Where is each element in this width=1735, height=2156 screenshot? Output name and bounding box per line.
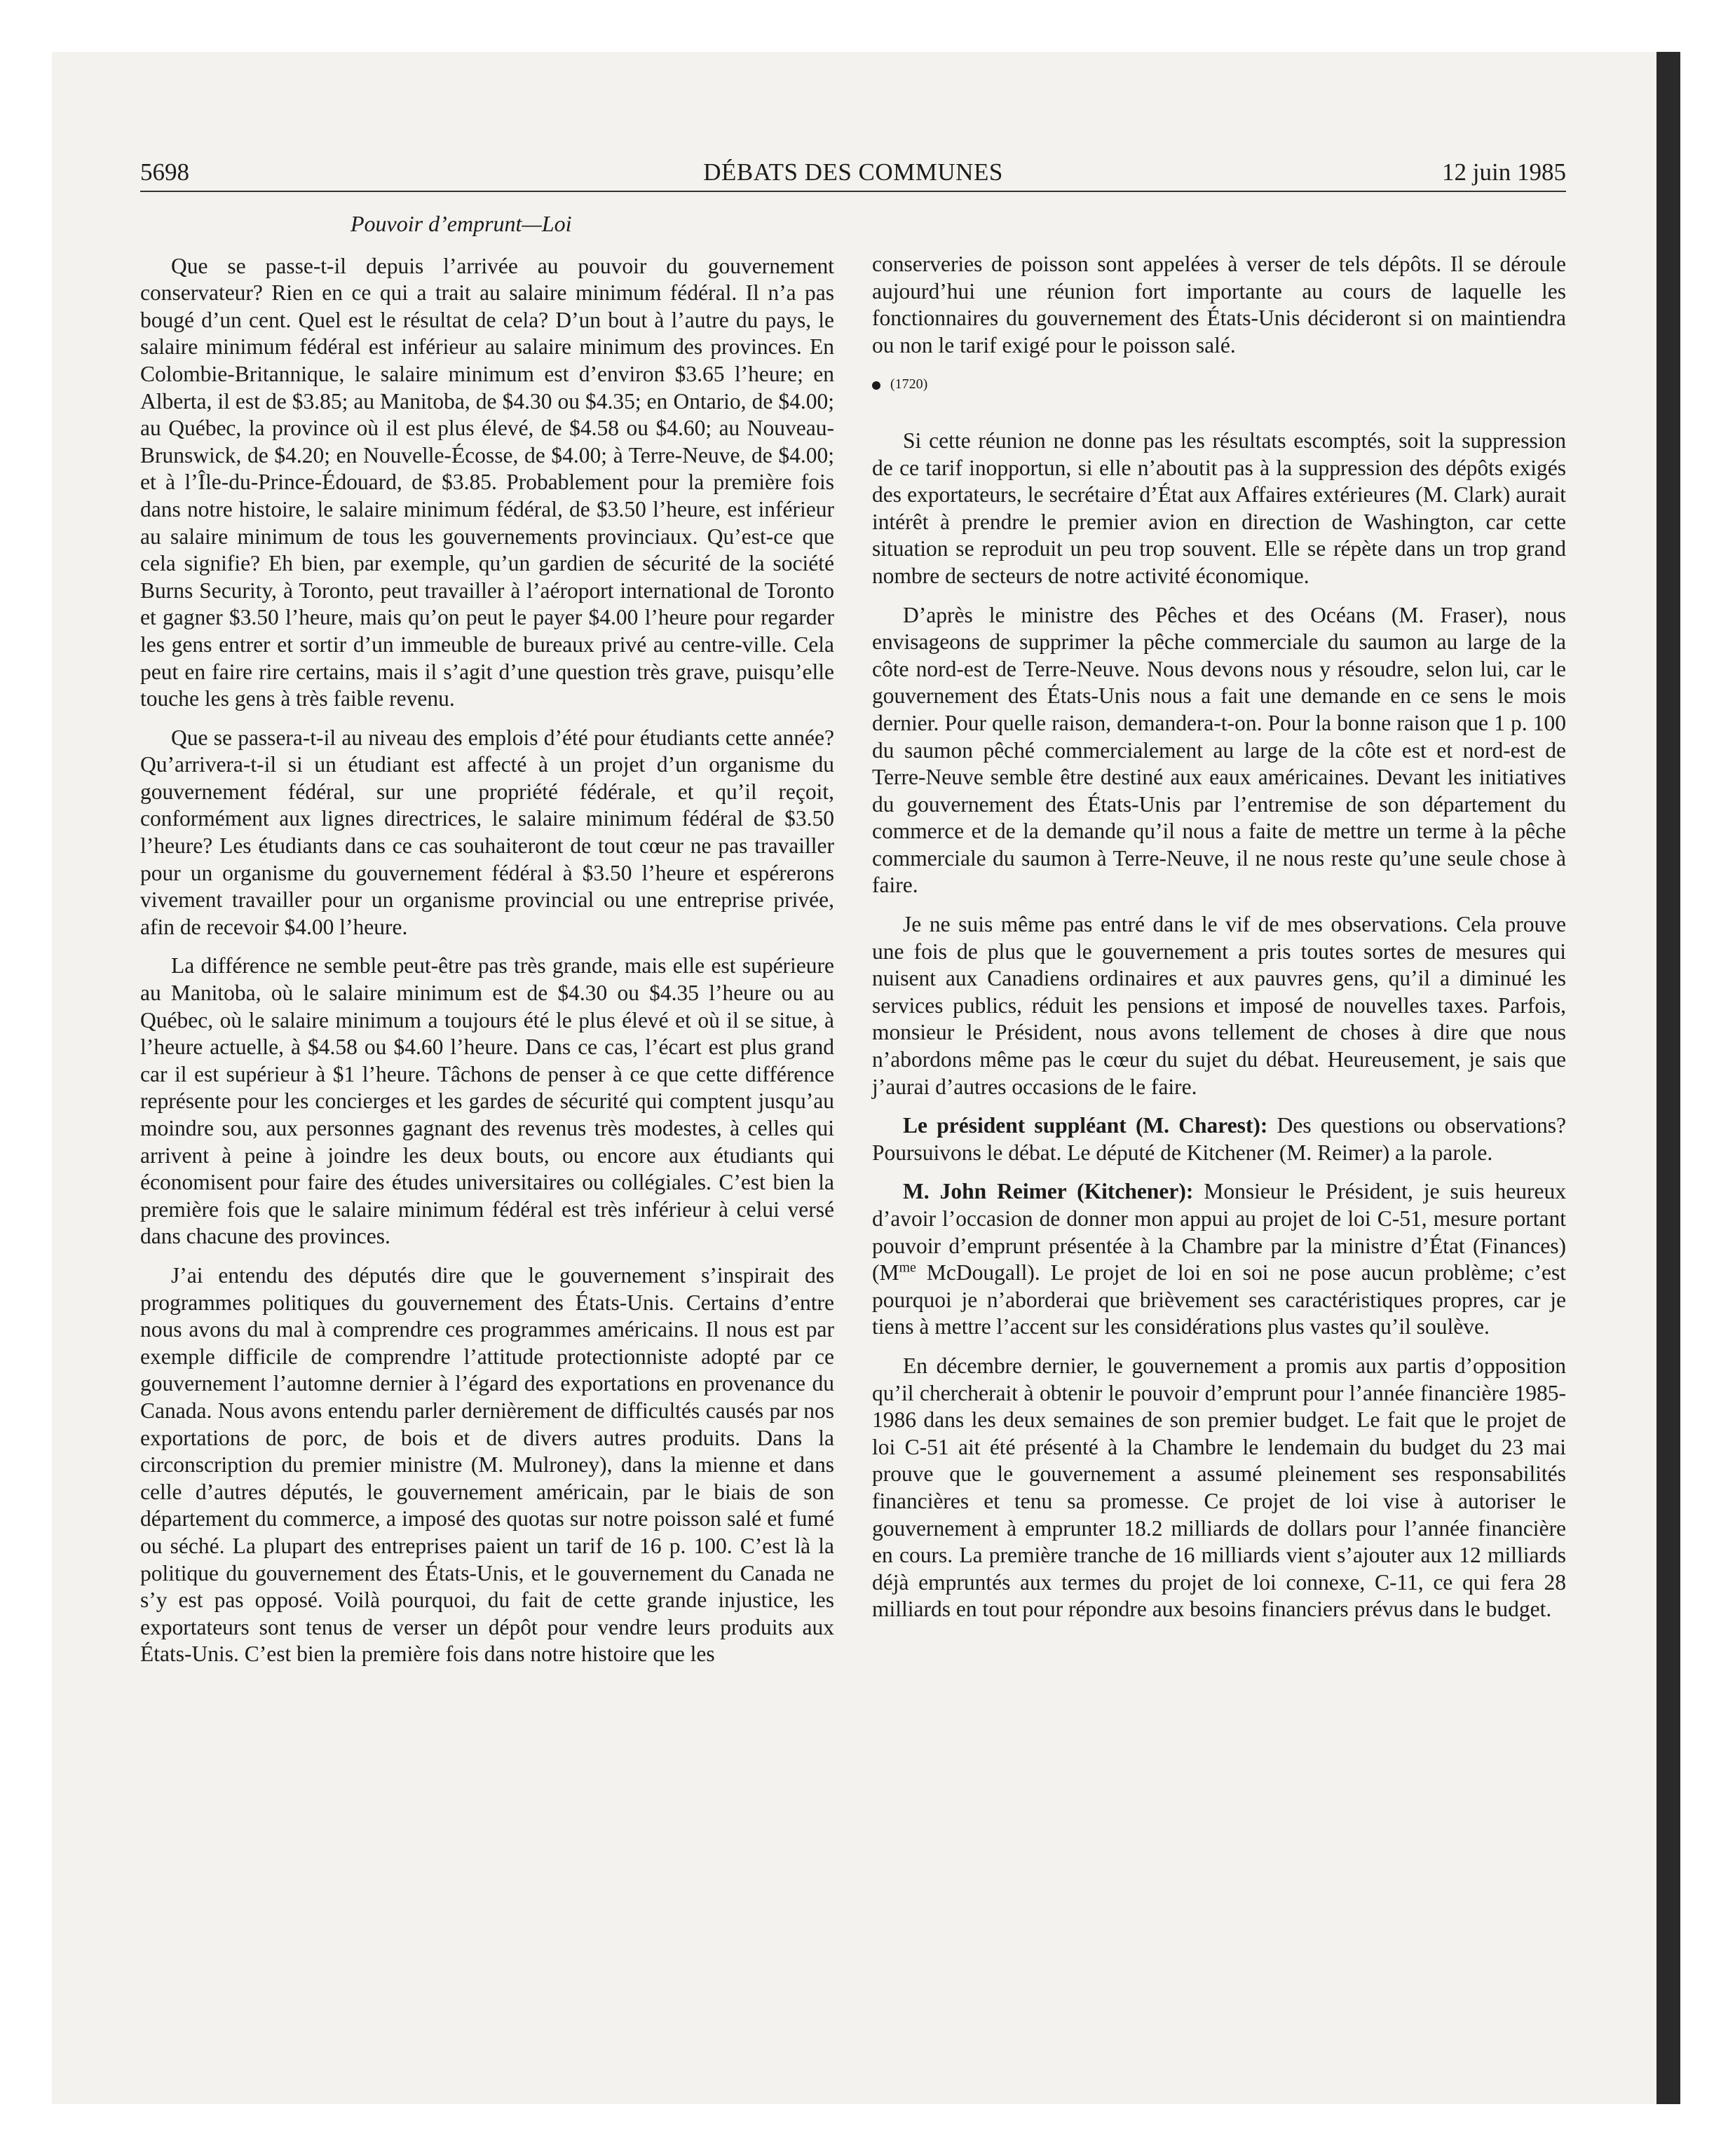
bullet-icon	[872, 381, 880, 390]
time-marker-label: (1720)	[890, 376, 928, 393]
page-date: 12 juin 1985	[1442, 158, 1566, 186]
paragraph: D’après le ministre des Pêches et des Océans (M. Fraser), nous envisageons de supprimer la pêche commerciale du saumon au large de la côte nord-est de Terre-Neuve. Nous devons nous y résoudre, selon lui, car le gouvernement des États-Unis nous a fait une demande en ce sens le mois dernier. Pour quelle raison, demandera-t-on. Pour la bonne raison que 1 p. 100 du saumon pêché commercialement au large de la côte est et nord-est de Terre-Neuve semble être destiné aux eaux américaines. Devant les initiatives du gouvernement des États-Unis par l’entremise de son département du commerce et de la demande qu’il nous a faite de mettre un terme à la pêche commerciale du saumon à Terre-Neuve, il ne nous reste qu’une seule chose à faire.	[872, 602, 1566, 898]
page-header	[140, 156, 1566, 192]
speaker-name: M. John Reimer (Kitchener):	[903, 1179, 1194, 1204]
superscript: me	[899, 1260, 916, 1276]
paragraph	[872, 1178, 1566, 1341]
paragraph: Que se passe-t-il depuis l’arrivée au pouvoir du gouvernement conservateur? Rien en ce qui a trait au salaire minimum fédéral. Il n’a pas bougé d’un cent. Quel est le résultat de cela? D’un bout à l’autre du pays, le salaire minimum fédéral est inférieur au salaire minimum des provinces. En Colombie-Britannique, le salaire minimum est d’environ $3.65 l’heure; en Alberta, il est de $3.85; au Manitoba, de $4.30 ou $4.35; en Ontario, de $4.00; au Québec, la province où il est plus élevé, de $4.58 ou $4.60; au Nouveau-Brunswick, de $4.20; en Nouvelle-Écosse, de $4.00; à Terre-Neuve, de $4.00; et à l’Île-du-Prince-Édouard, de $3.85. Probablement pour la première fois dans notre histoire, le salaire minimum fédéral, de $3.50 l’heure, est inférieur au salaire minimum de tous les gouvernements provinciaux. Qu’est-ce que cela signifie? Eh bien, par exemple, qu’un gardien de sécurité de la société Burns Security, à Toronto, peut travailler à l’aéroport international de Toronto et gagner $3.50 l’heure, mais qu’on peut le payer $4.00 l’heure pour regarder les gens entrer et sortir d’un immeuble de bureaux privé au centre-ville. Cela peut en faire rire certains, mais il s’agit d’une question très grave, puisqu’elle touche les gens à très faible revenu.	[140, 253, 834, 711]
scan-edge	[1656, 52, 1680, 2104]
paragraph: Je ne suis même pas entré dans le vif de mes observations. Cela prouve une fois de plus que le gouvernement a pris toutes sortes de mesures qui nuisent aux Canadiens ordinaires et aux pauvres gens, qu’il a diminué les services publics, réduit les pensions et imposé de nouvelles taxes. Parfois, monsieur le Président, nous avons tellement de choses à dire que nous n’abordons même pas le cœur du sujet du débat. Heureusement, je sais que j’aurai d’autres occasions de le faire.	[872, 912, 1566, 1099]
time-marker	[872, 371, 1566, 398]
paragraph: Si cette réunion ne donne pas les résultats escomptés, soit la suppression de ce tarif inopportun, si elle n’aboutit pas à la suppression des dépôts exigés des exportateurs, le secrétaire d’État aux Affaires extérieures (M. Clark) aurait intérêt à prendre le premier avion en direction de Washington, car cette situation se reproduit un peu trop souvent. Elle se répète dans un trop grand nombre de secteurs de notre activité économique.	[872, 428, 1566, 588]
paragraph: La différence ne semble peut-être pas très grande, mais elle est supérieure au Manitoba, où le salaire minimum est de $4.30 ou $4.35 l’heure ou au Québec, où le salaire minimum a toujours été le plus élevé et où il se situe, à l’heure actuelle, à $4.58 ou $4.60 l’heure. Dans ce cas, l’écart est plus grand car il est supérieur à $1 l’heure. Tâchons de penser à ce que cette différence représente pour les concierges et les gardes de sécurité qui comptent jusqu’au moindre sou, aux personnes gagnant des revenus très modestes, à celles qui arrivent à peine à joindre les deux bouts, ou encore aux étudiants qui économisent pour faire des études universitaires ou collégiales. C’est bien la première fois que le salaire minimum fédéral est très inférieur à celui versé dans chacune des provinces.	[140, 953, 834, 1249]
paragraph: Que se passera-t-il au niveau des emplois d’été pour étudiants cette année? Qu’arrivera-t-il si un étudiant est affecté à un projet d’un organisme du gouvernement fédéral, sur une propriété fédérale, et qu’il reçoit, conformément aux lignes directrices, le salaire minimum fédéral de $3.50 l’heure? Les étudiants dans ce cas souhaiteront de tout cœur ne pas travailler pour un organisme du gouvernement fédéral à $3.50 l’heure et espérerons vivement travailler pour un organisme provincial ou une entreprise privée, afin de recevoir $4.00 l’heure.	[140, 725, 834, 939]
running-title: DÉBATS DES COMMUNES	[703, 158, 1003, 186]
paragraph: J’ai entendu des députés dire que le gouvernement s’inspirait des programmes politiques du gouvernement des États-Unis. Certains d’entre nous avons du mal à comprendre ces programmes américains. Il nous est par exemple difficile de comprendre l’attitude protectionniste adopté par ce gouvernement l’automne dernier à l’égard des exportations en provenance du Canada. Nous avons entendu parler dernièrement de difficultés causés par nos exportations de porc, de bois et de divers autres produits. Dans la circonscription du premier ministre (M. Mulroney), dans la mienne et dans celle d’autres députés, le gouvernement américain, par le biais de son département du commerce, a imposé des quotas sur notre poisson salé et fumé ou séché. La plupart des entreprises paient un tarif de 16 p. 100. C’est là la politique du gouvernement des États-Unis, et le gouvernement du Canada ne s’y est pas opposé. Voilà pourquoi, du fait de cette grande injustice, les exportateurs sont tenus de verser un dépôt pour vendre leurs produits aux États-Unis. C’est bien la première fois dans notre histoire que les	[140, 1262, 834, 1667]
speech-text: Des questions ou observations? Poursuivons le débat. Le député de Kitchener (M. Reimer) a la parole.	[872, 1113, 1566, 1165]
speech-text: Monsieur le Président, je suis heureux d’avoir l’occasion de donner mon appui au projet de loi C-51, mesure portant pouvoir d’emprunt présentée à la Chambre par la ministre d’État (Finances) (M	[872, 1179, 1566, 1285]
speech-text: McDougall). Le projet de loi en soi ne pose aucun problème; c’est pourquoi je n’aborderai que brièvement ses caractéristiques propres, car je tiens à mettre l’accent sur les considérations plus vastes qu’il soulève.	[872, 1260, 1566, 1339]
paragraph: En décembre dernier, le gouvernement a promis aux partis d’opposition qu’il chercherait à obtenir le pouvoir d’emprunt pour l’année financière 1985-1986 dans les deux semaines de son premier budget. Le fait que le projet de loi C-51 ait été présenté à la Chambre le lendemain du budget du 23 mai prouve que le gouvernement a assumé pleinement ses responsabilités financières et tenu sa promesse. Ce projet de loi vise à autoriser le gouvernement à emprunter 18.2 milliards de dollars pour l’année financière en cours. La première tranche de 16 milliards vient s’ajouter aux 12 milliards déjà empruntés aux termes du projet de loi connexe, C-11, ce qui fera 28 milliards en tout pour répondre aux besoins financiers prévus dans le budget.	[872, 1353, 1566, 1622]
right-column	[872, 251, 1566, 1635]
paragraph	[872, 1112, 1566, 1166]
section-subheading: Pouvoir d’emprunt—Loi	[351, 211, 572, 236]
page-number: 5698	[140, 158, 189, 186]
paragraph: conserveries de poisson sont appelées à verser de tels dépôts. Il se déroule aujourd’hui une réunion fort importante au cours de laquelle les fonctionnaires du gouvernement des États-Unis décideront si on maintiendra ou non le tarif exigé pour le poisson salé.	[872, 252, 1566, 357]
left-column	[140, 210, 834, 1680]
speaker-name: Le président suppléant (M. Charest):	[903, 1113, 1268, 1138]
